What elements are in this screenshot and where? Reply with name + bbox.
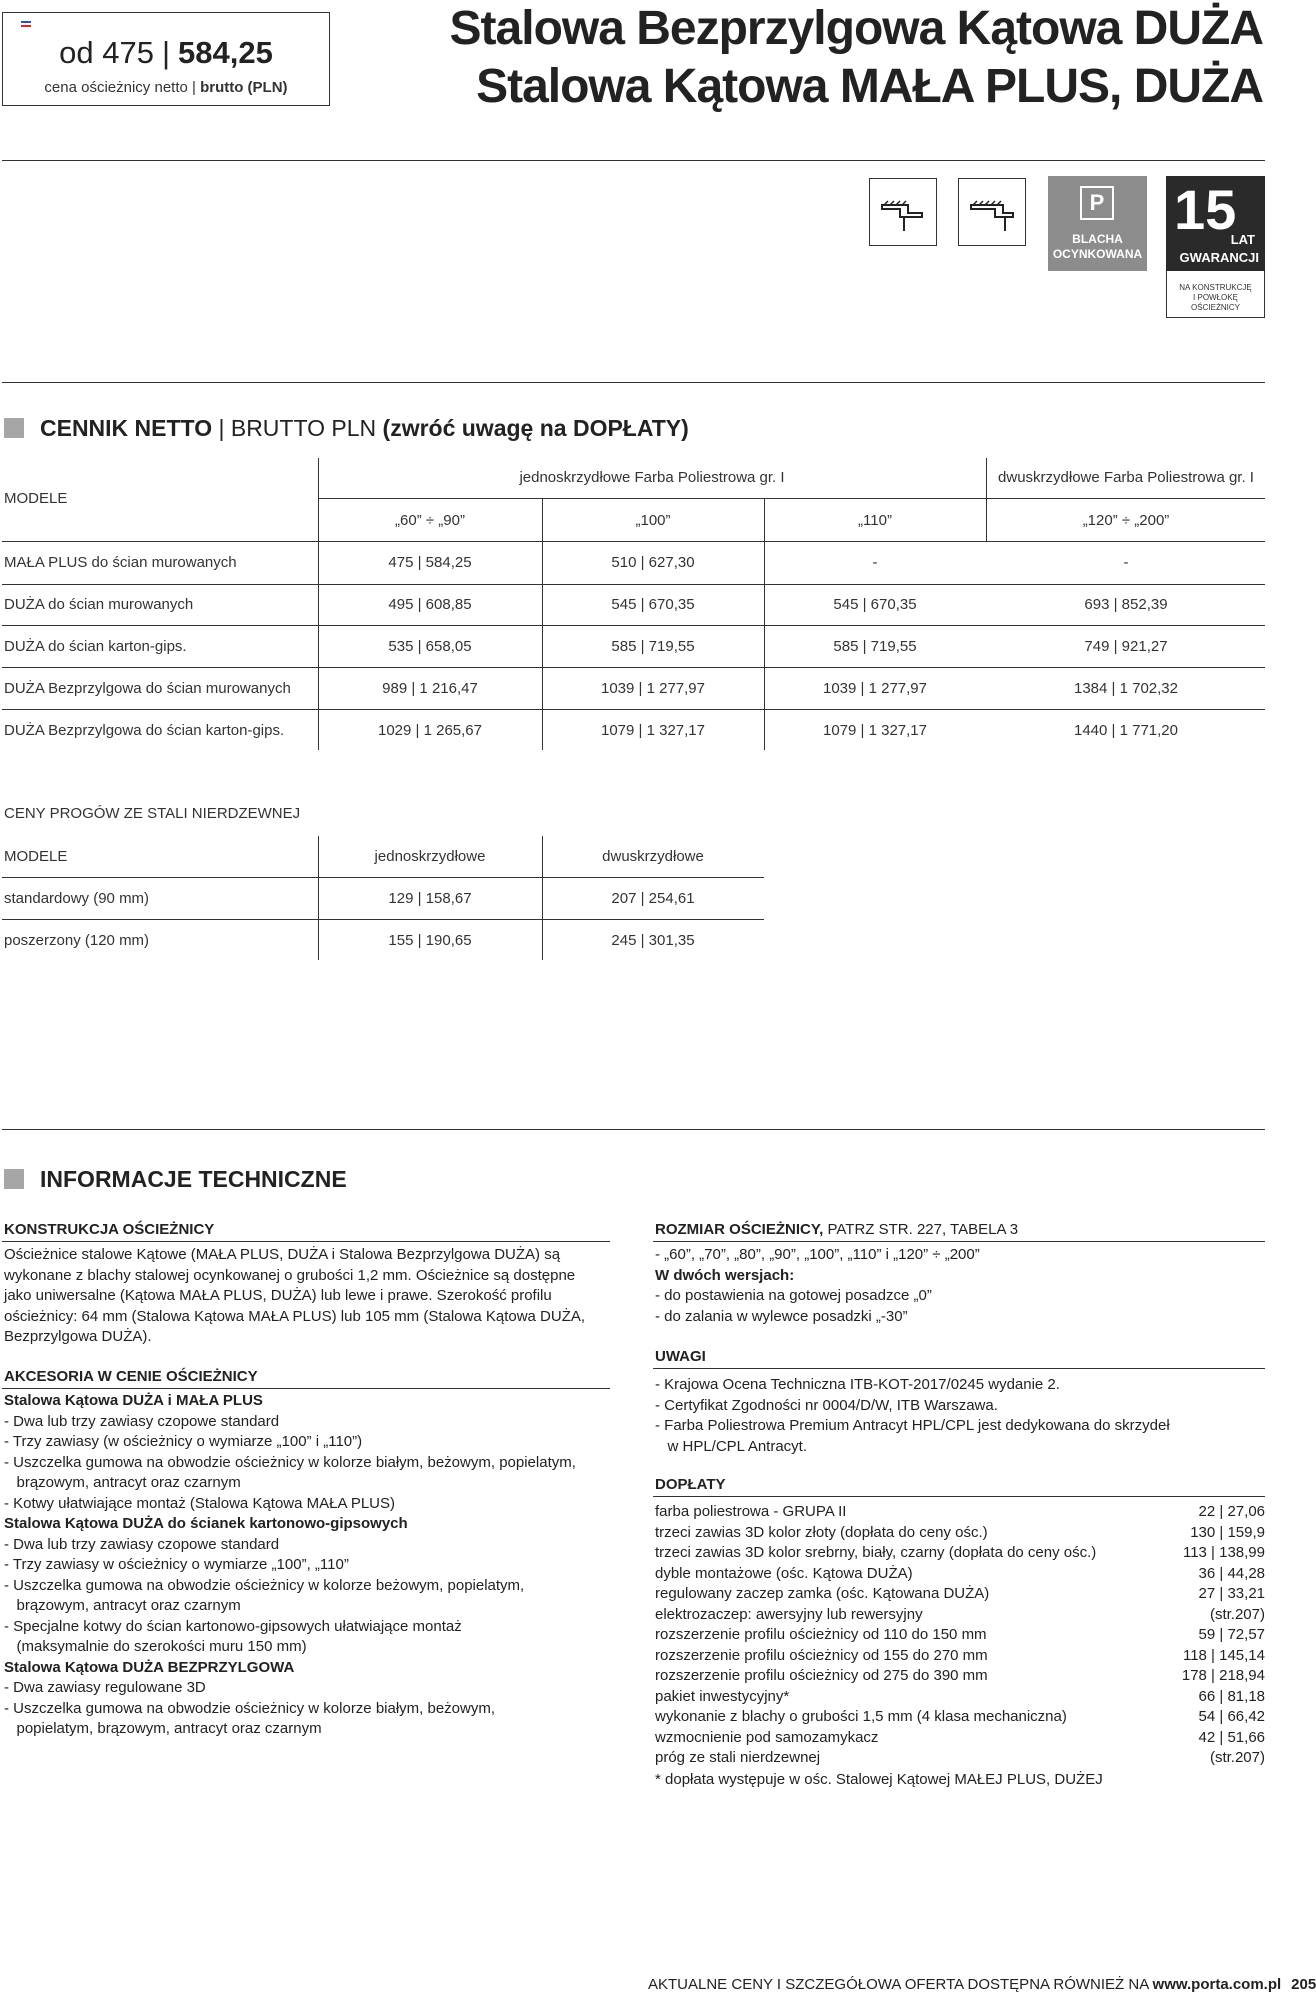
page-number: 205 [1291,1976,1316,1993]
table-cell: 1039 | 1 277,97 [601,680,705,697]
list-item: trzeci zawias 3D kolor srebrny, biały, czarny (dopłata do ceny ośc.) 113 | 138,99 [655,1544,1265,1561]
surcharges-note: * dopłata występuje w ośc. Stalowej Kątowej MAŁEJ PLUS, DUŻEJ [655,1770,1103,1788]
list-item: - Uszczelka gumowa na obwodzie ościeżnicy w kolorze białym, beżowym, [4,1699,496,1717]
list-item: rozszerzenie profilu ościeżnicy od 275 do 390 mm 178 | 218,94 [655,1667,1265,1684]
table-cell: 989 | 1 216,47 [382,680,478,697]
title-line-1: Stalowa Bezprzylgowa Kątowa DUŻA [449,2,1263,55]
table-cell: 1384 | 1 702,32 [1074,680,1178,697]
table-cell: 545 | 670,35 [833,596,917,613]
col-header: jednoskrzydłowe [374,848,486,865]
price-box [2,12,330,106]
list-item: - Trzy zawiasy w ościeżnicy o wymiarze „100”, „110” [4,1556,349,1573]
list-item: - Kotwy ułatwiające montaż (Stalowa Kątowa MAŁA PLUS) [4,1494,396,1512]
list-item: rozszerzenie profilu ościeżnicy od 110 do 150 mm 59 | 72,57 [655,1626,1265,1643]
table-cell: 749 | 921,27 [1084,638,1168,655]
table-row-model: DUŻA do ścian murowanych [4,596,194,613]
notes-text: - Krajowa Ocena Techniczna ITB-KOT-2017/0245 wydanie 2. - Certyfikat Zgodności nr 0004/D/W, ITB Warszawa. - Farba Poliestrowa Premium Antracyt HPL/CPL jest dedykowana do skrzydeł w HPL/CPL Antracyt. [655,1376,1170,1455]
table-cell: 207 | 254,61 [611,890,695,907]
table-row-model: poszerzony (120 mm) [4,932,150,949]
list-item: rozszerzenie profilu ościeżnicy od 155 do 270 mm 118 | 145,14 [655,1646,1265,1664]
tech-heading: INFORMACJE TECHNICZNE [4,1166,347,1193]
size-title: ROZMIAR OŚCIEŻNICY, PATRZ STR. 227, TABELA 3 [655,1221,1019,1238]
table-cell: 1079 | 1 327,17 [601,722,705,739]
size-text: - „60”, „70”, „80”, „90”, „100”, „110” i „120” ÷ „200” W dwóch wersjach: - do postawienia na gotowej posadzce „0” - do zalania w wylewce posadzki „-30” [655,1246,980,1325]
table-row-model: standardowy (90 mm) [4,890,150,907]
table-row-model: DUŻA Bezprzylgowa do ścian karton-gips. [4,722,285,739]
list-item: farba poliestrowa - GRUPA II 22 | 27,06 [655,1503,1265,1520]
table-cell: 495 | 608,85 [388,596,472,613]
col-header: dwuskrzydłowe [602,848,704,865]
list-item: pakiet inwestycyjny* 66 | 81,18 [655,1687,1265,1705]
list-item: popielatym, brązowym, antracyt oraz czarnym [4,1720,322,1737]
section-divider [2,382,1265,383]
table-cell: - [872,554,878,571]
table-cell: 1039 | 1 277,97 [823,680,927,697]
list-item: próg ze stali nierdzewnej (str.207) [655,1749,1265,1766]
models-header: MODELE [4,490,68,507]
table-cell: 129 | 158,67 [388,890,472,907]
list-item: wzmocnienie pod samozamykacz 42 | 51,66 [655,1728,1265,1746]
table-row-model: DUŻA do ścian karton-gips. [4,638,187,655]
accessories-list [4,1391,576,1740]
construction-text: Ościeżnice stalowe Kątowe (MAŁA PLUS, DUŻA i Stalowa Bezprzylgowa DUŻA) są wykonane z blachy stalowej ocynkowanej o grubości 1,2 mm. Ościeżnice są dostępne jako uniwersalne (Kątowa MAŁA PLUS, DUŻA) lub lewe i prawe. Szerokość profilu ościeżnicy: 64 mm (Stalowa Kątowa MAŁA PLUS) lub 105 mm (Stalowa Kątowa DUŻA, Bezprzylgowa DUŻA). [4,1246,586,1345]
flag-icon [21,21,31,27]
table-cell: 510 | 627,30 [611,554,695,571]
list-item: brązowym, antracyt oraz czarnym [4,1597,241,1614]
thresholds-heading: CENY PROGÓW ZE STALI NIERDZEWNEJ [4,805,301,822]
price-values: od 475 | 584,25 [59,35,273,70]
group-header-single: jednoskrzydłowe Farba Poliestrowa gr. I [519,469,785,486]
list-item: Stalowa Kątowa DUŻA do ścianek kartonowo-gipsowych [4,1515,408,1532]
table-cell: 245 | 301,35 [611,932,695,949]
warranty-note: NA KONSTRUKCJĘ I POWŁOKĘ OŚCIEŻNICY [1166,271,1265,318]
title-line-2: Stalowa Kątowa MAŁA PLUS, DUŻA [476,60,1263,113]
accessories-title: AKCESORIA W CENIE OŚCIEŻNICY [4,1368,258,1385]
table-row-model: MAŁA PLUS do ścian murowanych [4,554,237,571]
list-item: - Specjalne kotwy do ścian kartonowo-gipsowych ułatwiające montaż [4,1617,462,1635]
list-item: brązowym, antracyt oraz czarnym [4,1474,241,1491]
profile-flush-icon [958,178,1026,246]
table-cell: 535 | 658,05 [388,638,472,655]
table-cell: - [1123,554,1129,571]
table-cell: 693 | 852,39 [1084,596,1168,613]
table-cell: 1029 | 1 265,67 [378,722,482,739]
list-item: - Uszczelka gumowa na obwodzie ościeżnicy w kolorze białym, beżowym, popielatym, [4,1453,576,1471]
list-item: - Dwa lub trzy zawiasy czopowe standard [4,1412,280,1430]
price-gross: 584,25 [178,35,273,70]
size-header: „60” ÷ „90” [395,512,465,529]
price-net: od 475 [59,35,154,70]
galvanized-icon: P [1080,186,1114,220]
header-divider [2,160,1265,161]
table-cell: 585 | 719,55 [611,638,695,655]
list-item: wykonanie z blachy o grubości 1,5 mm (4 klasa mechaniczna) 54 | 66,42 [655,1708,1265,1725]
list-item: (maksymalnie do szerokości muru 150 mm) [4,1638,307,1655]
warranty-years: 15 [1174,178,1237,241]
page-footer: AKTUALNE CENY I SZCZEGÓŁOWA OFERTA DOSTĘPNA RÓWNIEŻ NA www.porta.com.pl 205 [648,1976,1316,1993]
list-item: - Dwa zawiasy regulowane 3D [4,1679,206,1696]
list-item: elektrozaczep: awersyjny lub rewersyjny (str.207) [655,1605,1265,1623]
size-header: „120” ÷ „200” [1082,512,1170,529]
profile-angle-icon [869,178,937,246]
page-title [450,0,1263,116]
table-cell: 545 | 670,35 [611,596,695,613]
table-cell: 585 | 719,55 [833,638,917,655]
table-row-model: DUŻA Bezprzylgowa do ścian murowanych [4,680,291,697]
website-link[interactable]: www.porta.com.pl [1152,1976,1282,1993]
surcharges-title: DOPŁATY [655,1476,726,1493]
construction-title: KONSTRUKCJA OŚCIEŻNICY [4,1221,215,1238]
list-item: - Trzy zawiasy (w ościeżnicy o wymiarze „100” i „110”) [4,1433,363,1450]
warranty-badge: 15 LAT GWARANCJI [1166,176,1265,271]
list-item: - Uszczelka gumowa na obwodzie ościeżnicy w kolorze beżowym, popielatym, [4,1576,525,1594]
models-header: MODELE [4,848,68,865]
list-item: trzeci zawias 3D kolor złoty (dopłata do ceny ośc.) 130 | 159,9 [655,1523,1265,1541]
list-item: - Dwa lub trzy zawiasy czopowe standard [4,1535,280,1553]
list-item: Stalowa Kątowa DUŻA BEZPRZYLGOWA [4,1658,295,1676]
size-header: „110” [858,512,892,529]
table-cell: 475 | 584,25 [388,554,472,571]
table-cell: 1079 | 1 327,17 [823,722,927,739]
section-divider [2,1129,1265,1130]
table-cell: 155 | 190,65 [388,932,472,949]
list-item: regulowany zaczep zamka (ośc. Kątowana DUŻA) 27 | 33,21 [655,1585,1265,1602]
list-item: Stalowa Kątowa DUŻA i MAŁA PLUS [4,1392,263,1409]
list-item: dyble montażowe (ośc. Kątowa DUŻA) 36 | 44,28 [655,1564,1265,1582]
size-header: „100” [635,512,671,529]
notes-title: UWAGI [655,1348,706,1365]
table-cell: 1440 | 1 771,20 [1074,722,1178,739]
price-list-heading: CENNIK NETTO | BRUTTO PLN (zwróć uwagę na DOPŁATY) [4,415,689,442]
galvanized-badge: P BLACHA OCYNKOWANA [1048,176,1147,271]
group-header-double: dwuskrzydłowe Farba Poliestrowa gr. I [998,469,1254,486]
price-note: cena ościeżnicy netto | brutto (PLN) [44,79,288,96]
